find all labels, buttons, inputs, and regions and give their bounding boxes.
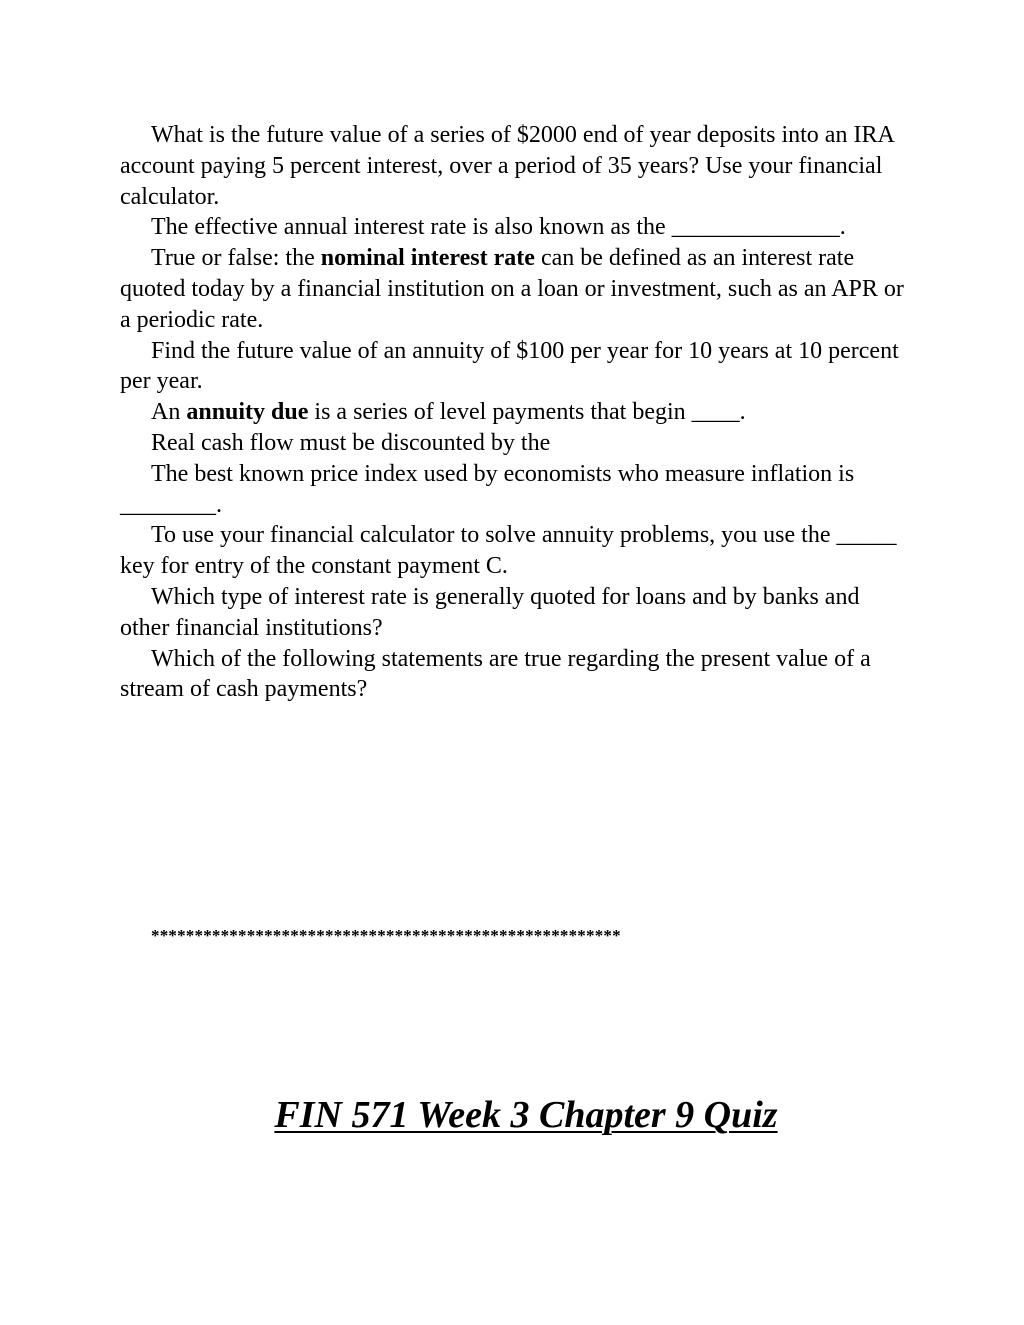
question-item: The effective annual interest rate is also known as the ______________. <box>151 214 846 241</box>
question-item: The best known price index used by economists who measure inflation is ________. <box>120 460 855 518</box>
question-item: True or false: the nominal interest rate can be defined as an interest rate quoted today by a financial institution on a loan or investment, such as an APR or a periodic rate. <box>120 245 904 333</box>
question-item: To use your financial calculator to solve annuity problems, you use the _____ key for entry of the constant payment C. <box>120 522 897 580</box>
question-item: Find the future value of an annuity of $100 per year for 10 years at 10 percent per year. <box>120 337 899 395</box>
bold-term: nominal interest rate <box>320 245 535 272</box>
asterisk-separator: ****************************************************** <box>151 926 621 945</box>
bold-term: annuity due <box>186 399 309 426</box>
question-item: What is the future value of a series of $2000 end of year deposits into an IRA account paying 5 percent interest, over a period of 35 years? Use your financial calculator. <box>120 122 894 210</box>
question-item: Which type of interest rate is generally quoted for loans and by banks and other financial institutions? <box>120 583 860 641</box>
question-item: Which of the following statements are true regarding the present value of a stream of cash payments? <box>120 645 871 703</box>
question-item: An annuity due is a series of level payments that begin ____. <box>151 399 746 426</box>
question-list <box>120 120 904 705</box>
question-item: Real cash flow must be discounted by the <box>151 429 551 456</box>
quiz-title-heading: FIN 571 Week 3 Chapter 9 Quiz <box>274 1094 778 1136</box>
